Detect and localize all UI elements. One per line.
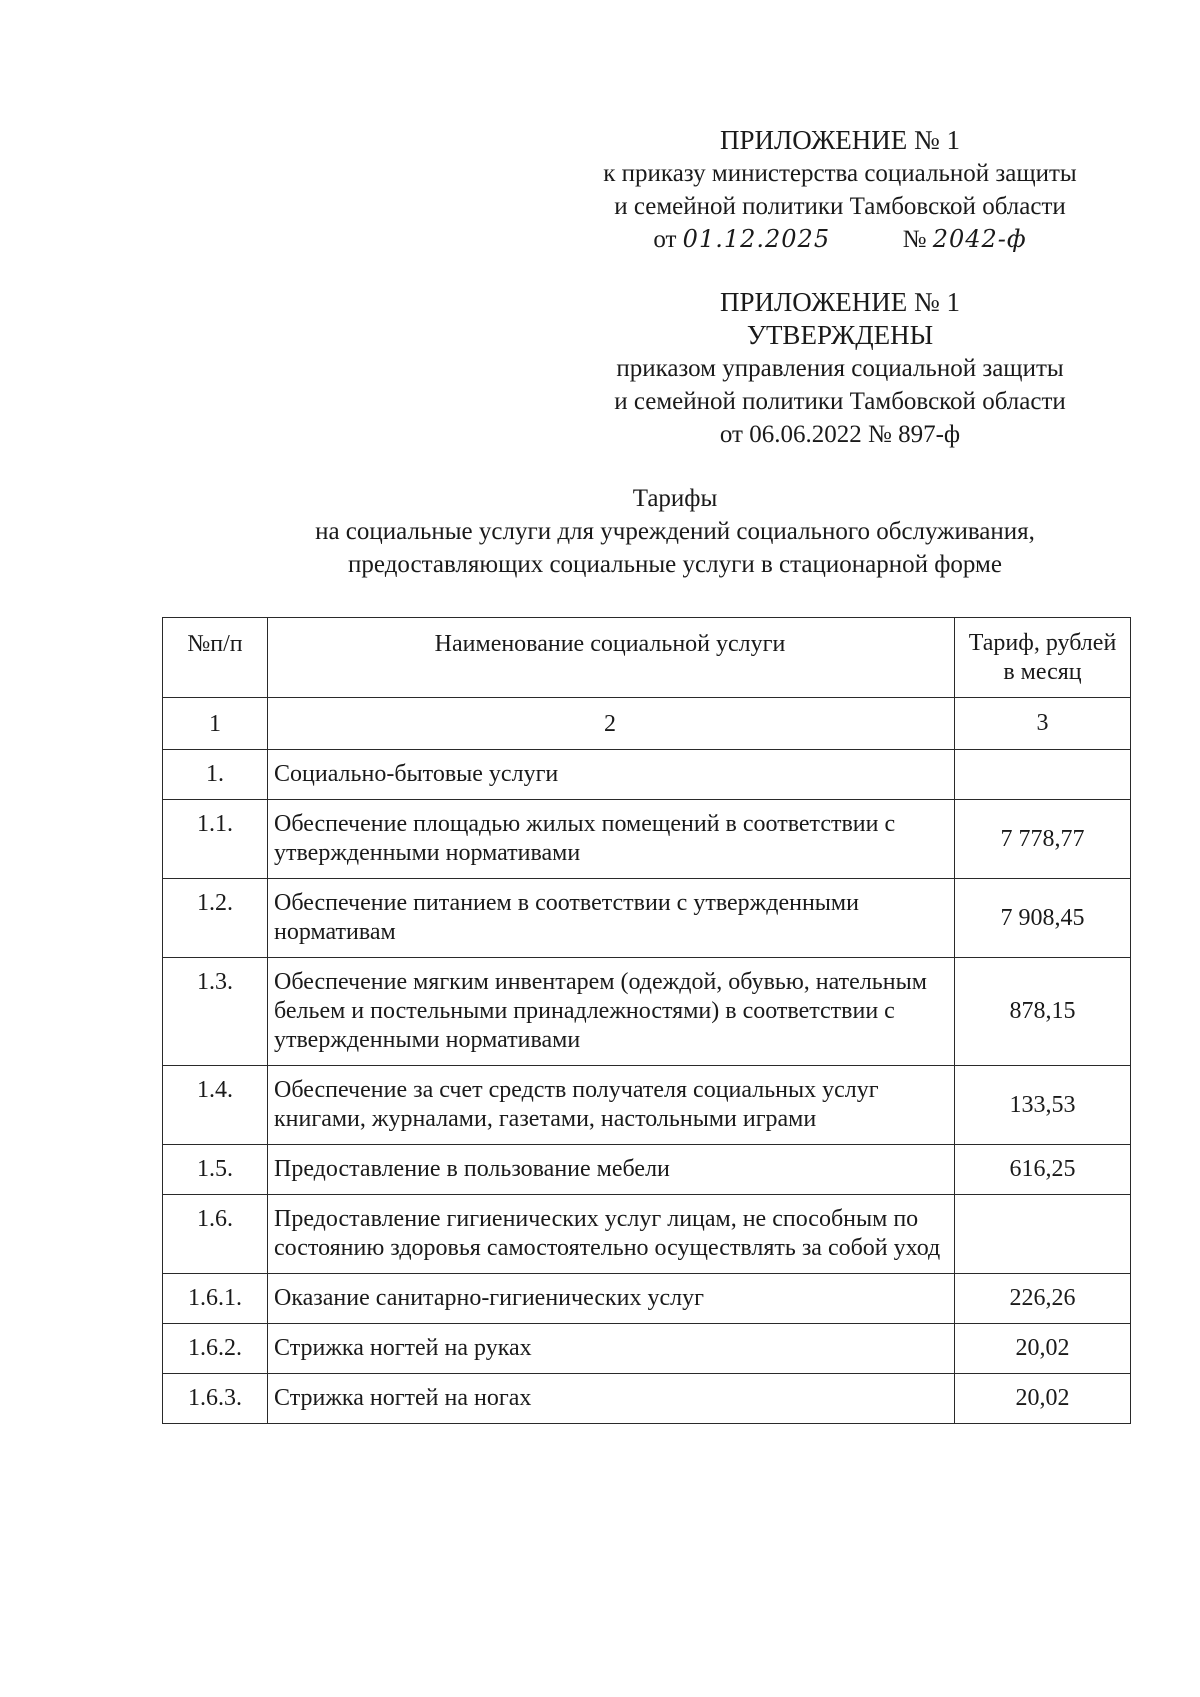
- row-service-name: Социально-бытовые услуги: [268, 750, 955, 800]
- row-tariff: 20,02: [955, 1374, 1131, 1424]
- table-row: [163, 1066, 1131, 1145]
- row-service-name: Обеспечение площадью жилых помещений в соответствии с утвержденными нормативами: [268, 800, 955, 879]
- title-line-1: Тарифы: [632, 485, 718, 512]
- column-number-row: [163, 698, 1131, 750]
- table-row: [163, 958, 1131, 1066]
- row-service-name: Стрижка ногтей на ногах: [268, 1374, 955, 1424]
- row-service-name: Обеспечение мягким инвентарем (одеждой, обувью, нательным бельем и постельными принадлежностями) в соответствии с утвержденными нормативами: [268, 958, 955, 1066]
- row-number: 1.6.2.: [163, 1324, 268, 1374]
- row-number: 1.6.: [163, 1195, 268, 1274]
- table-row: [163, 1274, 1131, 1324]
- table-row: [163, 1374, 1131, 1424]
- row-tariff: 133,53: [955, 1066, 1131, 1145]
- table-row: [163, 750, 1131, 800]
- row-service-name: Стрижка ногтей на руках: [268, 1324, 955, 1374]
- handwritten-number: 2042-ф: [932, 225, 1027, 253]
- appendix-date-line: [560, 223, 1120, 256]
- row-number: 1.: [163, 750, 268, 800]
- approval-appendix-title: ПРИЛОЖЕНИЕ № 1: [719, 287, 961, 317]
- table-body: [163, 750, 1131, 1424]
- row-tariff: [955, 1195, 1131, 1274]
- approved-label: УТВЕРЖДЕНЫ: [746, 320, 934, 350]
- tariff-table: [162, 617, 1131, 1424]
- date-prefix: от: [653, 226, 677, 253]
- row-tariff: 20,02: [955, 1324, 1131, 1374]
- row-service-name: Обеспечение за счет средств получателя социальных услуг книгами, журналами, газетами, настольными играми: [268, 1066, 955, 1145]
- column-number-3: 3: [955, 698, 1131, 750]
- row-number: 1.6.3.: [163, 1374, 268, 1424]
- row-number: 1.5.: [163, 1145, 268, 1195]
- approval-line-3: от 06.06.2022 № 897-ф: [719, 421, 961, 448]
- approval-header: [560, 286, 1120, 451]
- handwritten-date: 01.12.2025: [682, 225, 831, 253]
- appendix-header: [560, 124, 1120, 256]
- row-tariff: 616,25: [955, 1145, 1131, 1195]
- column-number-1: 1: [163, 698, 268, 750]
- row-service-name: Предоставление гигиенических услуг лицам, не способным по состоянию здоровья самостоятельно осуществлять за собой уход: [268, 1195, 955, 1274]
- row-service-name: Оказание санитарно-гигиенических услуг: [268, 1274, 955, 1324]
- header-tariff: Тариф, рублей в месяц: [955, 618, 1131, 698]
- row-number: 1.6.1.: [163, 1274, 268, 1324]
- appendix-line-1: к приказу министерства социальной защиты: [603, 160, 1077, 187]
- row-number: 1.2.: [163, 879, 268, 958]
- approval-line-2: и семейной политики Тамбовской области: [614, 388, 1066, 415]
- row-number: 1.3.: [163, 958, 268, 1066]
- table-row: [163, 800, 1131, 879]
- row-tariff: 226,26: [955, 1274, 1131, 1324]
- row-tariff: 878,15: [955, 958, 1131, 1066]
- header-service-name: Наименование социальной услуги: [268, 618, 955, 698]
- header-number: №п/п: [163, 618, 268, 698]
- column-number-2: 2: [268, 698, 955, 750]
- title-line-2: на социальные услуги для учреждений социального обслуживания,: [315, 518, 1035, 545]
- appendix-title: ПРИЛОЖЕНИЕ № 1: [719, 125, 961, 155]
- title-line-3: предоставляющих социальные услуги в стационарной форме: [348, 551, 1002, 578]
- number-prefix: №: [902, 226, 927, 253]
- row-number: 1.4.: [163, 1066, 268, 1145]
- row-tariff: 7 908,45: [955, 879, 1131, 958]
- table-row: [163, 1145, 1131, 1195]
- table-row: [163, 1324, 1131, 1374]
- approval-line-1: приказом управления социальной защиты: [616, 355, 1064, 382]
- row-service-name: Обеспечение питанием в соответствии с утвержденными нормативам: [268, 879, 955, 958]
- row-tariff: 7 778,77: [955, 800, 1131, 879]
- row-service-name: Предоставление в пользование мебели: [268, 1145, 955, 1195]
- table-header-row: [163, 618, 1131, 698]
- table-row: [163, 1195, 1131, 1274]
- row-number: 1.1.: [163, 800, 268, 879]
- document-title: [150, 482, 1200, 581]
- table-row: [163, 879, 1131, 958]
- appendix-line-2: и семейной политики Тамбовской области: [614, 193, 1066, 220]
- row-tariff: [955, 750, 1131, 800]
